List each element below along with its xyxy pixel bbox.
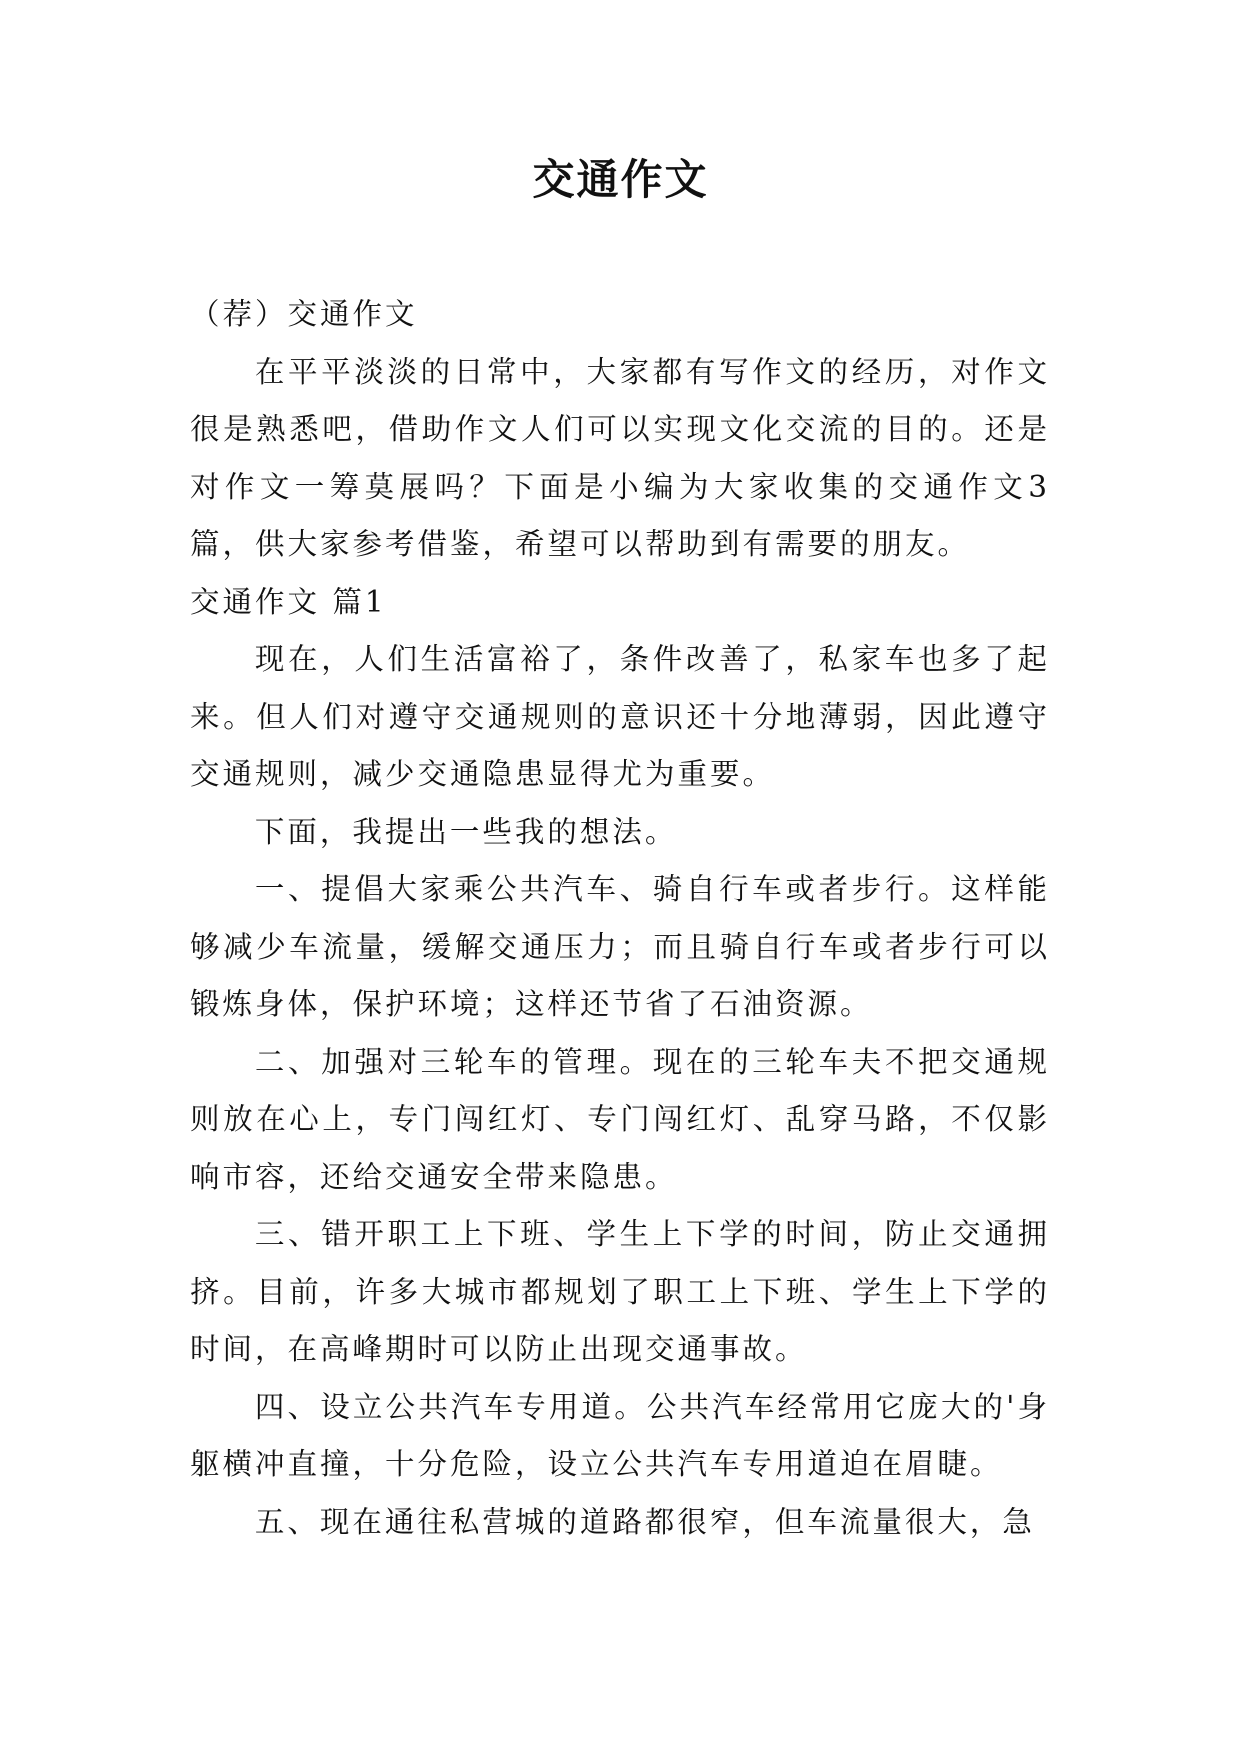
document-subtitle: （荐）交通作文: [190, 297, 418, 331]
body-paragraph: 三、错开职工上下班、学生上下学的时间，防止交通拥挤。目前，许多大城市都规划了职工上下班、学生上下学的时间，在高峰期时可以防止出现交通事故。: [190, 1217, 1050, 1366]
body-paragraph: 现在，人们生活富裕了，条件改善了，私家车也多了起来。但人们对遵守交通规则的意识还十分地薄弱，因此遵守交通规则，减少交通隐患显得尤为重要。: [190, 642, 1050, 791]
body-paragraph: 二、加强对三轮车的管理。现在的三轮车夫不把交通规则放在心上，专门闯红灯、专门闯红灯、乱穿马路，不仅影响市容，还给交通安全带来隐患。: [190, 1044, 1050, 1194]
body-paragraph: 下面，我提出一些我的想法。: [254, 814, 678, 849]
document-title: 交通作文: [532, 155, 709, 204]
intro-paragraph: 在平平淡淡的日常中，大家都有写作文的经历，对作文很是熟悉吧，借助作文人们可以实现文化交流的目的。还是对作文一筹莫展吗？下面是小编为大家收集的交通作文3篇，供大家参考借鉴，希望可以帮助到有需要的朋友。: [190, 354, 1050, 561]
body-paragraph: 五、现在通往私营城的道路都很窄，但车流量很大，急: [254, 1504, 1035, 1539]
section-heading: 交通作文 篇1: [190, 584, 387, 619]
body-paragraph: 四、设立公共汽车专用道。公共汽车经常用它庞大的'身躯横冲直撞，十分危险，设立公共汽车专用道迫在眉睫。: [190, 1389, 1050, 1481]
body-paragraph: 一、提倡大家乘公共汽车、骑自行车或者步行。这样能够减少车流量，缓解交通压力；而且骑自行车或者步行可以锻炼身体，保护环境；这样还节省了石油资源。: [190, 872, 1050, 1021]
document-body: [190, 286, 1050, 1551]
